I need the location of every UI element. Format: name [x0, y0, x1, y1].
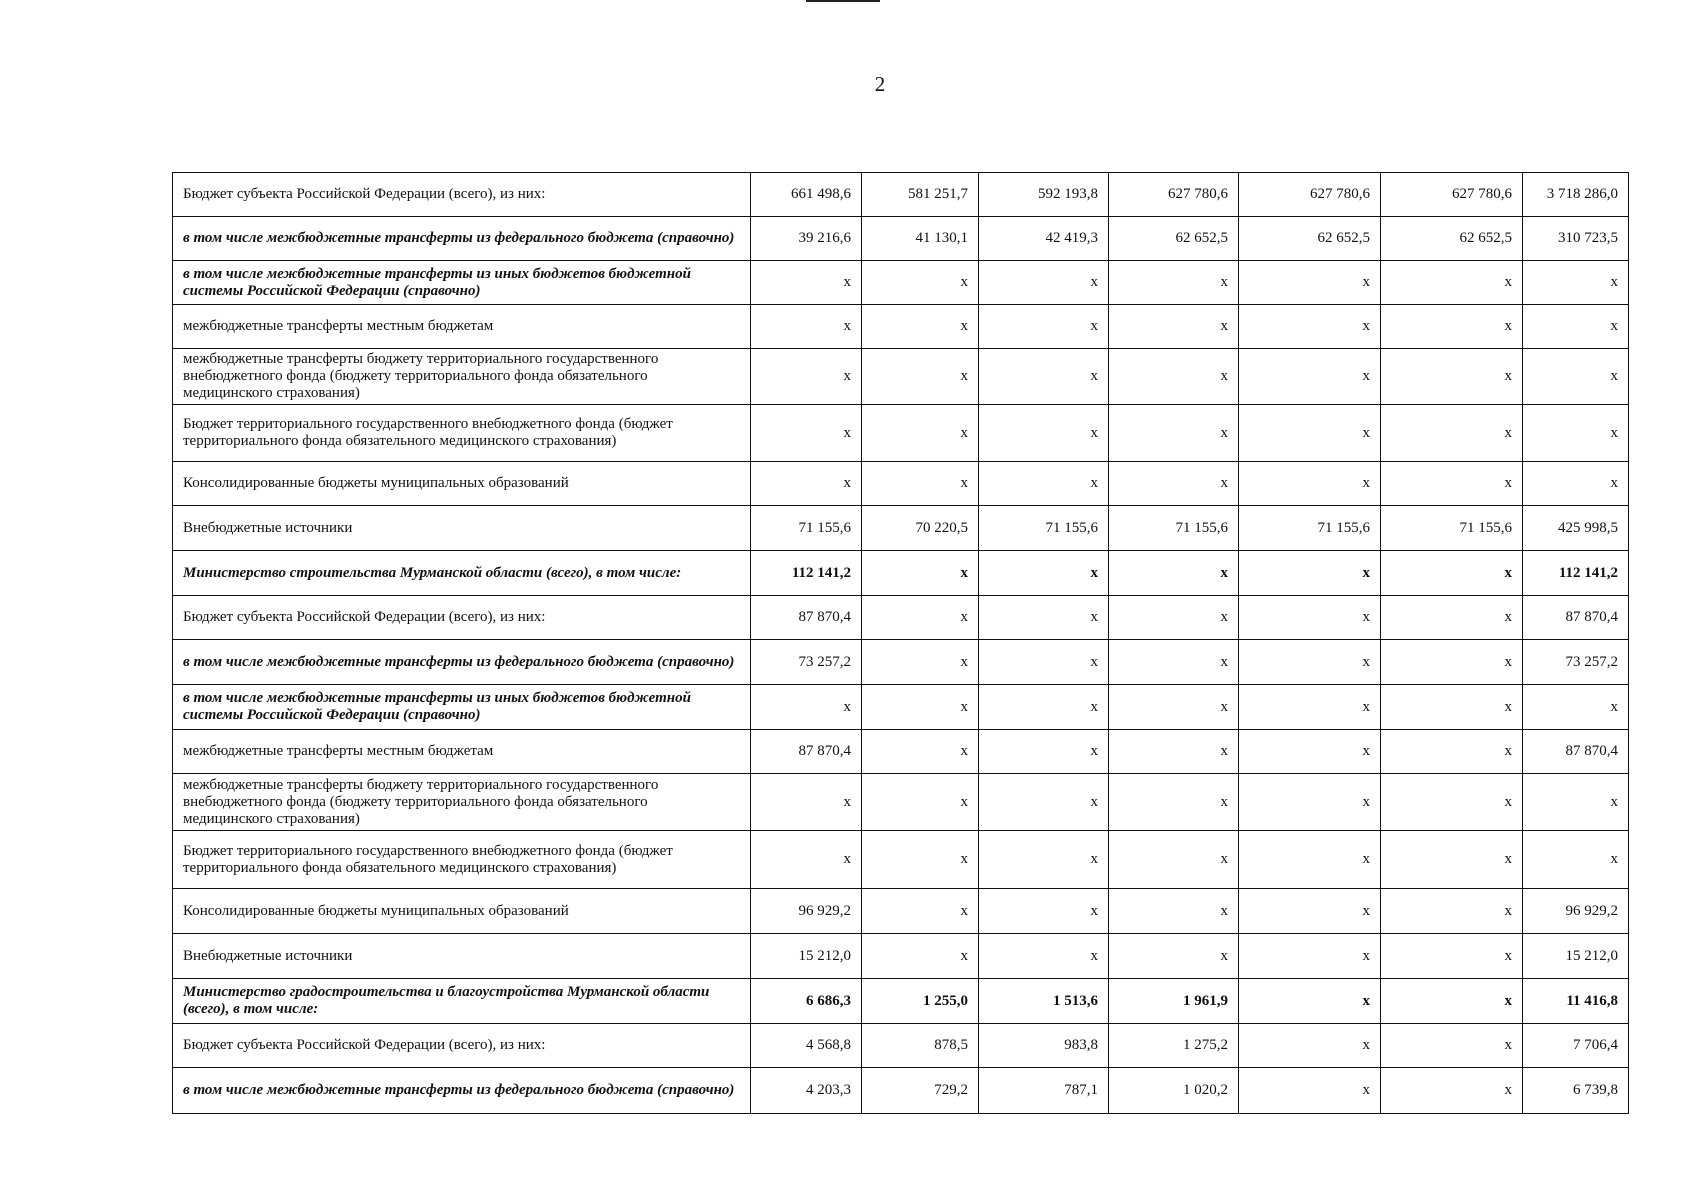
row-label: Бюджет субъекта Российской Федерации (всего), из них: [173, 1024, 751, 1068]
value-cell: 1 275,2 [1109, 1024, 1239, 1068]
value-cell: x [1381, 640, 1523, 685]
value-cell: x [979, 889, 1109, 934]
value-cell: 62 652,5 [1381, 217, 1523, 261]
table-row [173, 506, 1629, 551]
value-cell: x [862, 831, 979, 889]
value-cell: 6 686,3 [751, 979, 862, 1024]
value-cell: x [1109, 462, 1239, 506]
value-cell: x [1239, 774, 1381, 831]
value-cell: x [1109, 261, 1239, 305]
value-cell: x [1381, 596, 1523, 640]
value-cell: x [1381, 730, 1523, 774]
value-cell: 1 513,6 [979, 979, 1109, 1024]
value-cell: x [751, 685, 862, 730]
row-label: Консолидированные бюджеты муниципальных образований [173, 462, 751, 506]
value-cell: x [862, 596, 979, 640]
row-label: в том числе межбюджетные трансферты из иных бюджетов бюджетной системы Российской Федерации (справочно) [173, 261, 751, 305]
value-cell: x [1381, 934, 1523, 979]
value-cell: x [862, 349, 979, 405]
value-cell: x [1239, 831, 1381, 889]
value-cell: x [1381, 831, 1523, 889]
value-cell: x [751, 349, 862, 405]
value-cell: x [1239, 551, 1381, 596]
value-cell: x [862, 305, 979, 349]
value-cell: x [1109, 685, 1239, 730]
value-cell: x [1109, 596, 1239, 640]
value-cell: 71 155,6 [751, 506, 862, 551]
value-cell: x [1109, 730, 1239, 774]
budget-table [172, 172, 1629, 1114]
value-cell: x [979, 462, 1109, 506]
value-cell: x [1239, 261, 1381, 305]
row-label: Бюджет территориального государственного внебюджетного фонда (бюджет территориального фонда обязательного медицинского страхования) [173, 831, 751, 889]
row-label: в том числе межбюджетные трансферты из федерального бюджета (справочно) [173, 640, 751, 685]
table-row [173, 979, 1629, 1024]
table-row [173, 1024, 1629, 1068]
value-cell: x [979, 261, 1109, 305]
value-cell: x [1381, 405, 1523, 462]
value-cell: x [1109, 305, 1239, 349]
value-cell: 15 212,0 [751, 934, 862, 979]
value-cell: 1 255,0 [862, 979, 979, 1024]
value-cell: x [979, 596, 1109, 640]
value-cell: x [862, 685, 979, 730]
row-label: межбюджетные трансферты местным бюджетам [173, 305, 751, 349]
value-cell: 71 155,6 [1109, 506, 1239, 551]
row-label: межбюджетные трансферты бюджету территориального государственного внебюджетного фонда (бюджету территориального фонда обязательного медицинского страхования) [173, 774, 751, 831]
value-cell: x [862, 889, 979, 934]
row-label: Бюджет территориального государственного внебюджетного фонда (бюджет территориального фонда обязательного медицинского страхования) [173, 405, 751, 462]
value-cell: x [862, 730, 979, 774]
value-cell: x [1381, 889, 1523, 934]
value-cell: 112 141,2 [751, 551, 862, 596]
table-row [173, 551, 1629, 596]
value-cell: x [979, 405, 1109, 462]
value-cell: x [1239, 934, 1381, 979]
value-cell: 581 251,7 [862, 173, 979, 217]
value-cell: x [1239, 640, 1381, 685]
value-cell: x [751, 261, 862, 305]
value-cell: x [1109, 551, 1239, 596]
value-cell: x [1523, 462, 1629, 506]
value-cell: x [1381, 305, 1523, 349]
value-cell: x [1523, 831, 1629, 889]
value-cell: x [979, 685, 1109, 730]
value-cell: x [1239, 685, 1381, 730]
value-cell: 4 203,3 [751, 1068, 862, 1114]
value-cell: x [751, 831, 862, 889]
value-cell: x [1239, 979, 1381, 1024]
value-cell: 878,5 [862, 1024, 979, 1068]
value-cell: x [862, 640, 979, 685]
value-cell: x [1523, 405, 1629, 462]
value-cell: x [1381, 979, 1523, 1024]
value-cell: 73 257,2 [1523, 640, 1629, 685]
value-cell: x [1523, 774, 1629, 831]
value-cell: x [1381, 551, 1523, 596]
table-row [173, 934, 1629, 979]
value-cell: 983,8 [979, 1024, 1109, 1068]
row-label: Бюджет субъекта Российской Федерации (всего), из них: [173, 173, 751, 217]
value-cell: 6 739,8 [1523, 1068, 1629, 1114]
row-label: Министерство строительства Мурманской области (всего), в том числе: [173, 551, 751, 596]
value-cell: 627 780,6 [1381, 173, 1523, 217]
table-row [173, 889, 1629, 934]
table-row [173, 640, 1629, 685]
value-cell: 11 416,8 [1523, 979, 1629, 1024]
table-row [173, 405, 1629, 462]
value-cell: x [979, 831, 1109, 889]
value-cell: x [862, 551, 979, 596]
value-cell: 3 718 286,0 [1523, 173, 1629, 217]
value-cell: x [1381, 774, 1523, 831]
value-cell: x [1239, 305, 1381, 349]
value-cell: x [1239, 730, 1381, 774]
value-cell: x [862, 934, 979, 979]
value-cell: 787,1 [979, 1068, 1109, 1114]
value-cell: x [1239, 596, 1381, 640]
value-cell: 661 498,6 [751, 173, 862, 217]
value-cell: x [1109, 640, 1239, 685]
value-cell: x [751, 305, 862, 349]
value-cell: x [862, 774, 979, 831]
table-row [173, 217, 1629, 261]
value-cell: 41 130,1 [862, 217, 979, 261]
value-cell: x [979, 774, 1109, 831]
value-cell: 42 419,3 [979, 217, 1109, 261]
value-cell: 425 998,5 [1523, 506, 1629, 551]
value-cell: x [862, 261, 979, 305]
table-row [173, 774, 1629, 831]
value-cell: x [979, 349, 1109, 405]
value-cell: x [1109, 349, 1239, 405]
value-cell: x [1109, 774, 1239, 831]
value-cell: x [979, 730, 1109, 774]
value-cell: x [862, 462, 979, 506]
value-cell: 87 870,4 [751, 596, 862, 640]
value-cell: x [1109, 831, 1239, 889]
value-cell: x [751, 405, 862, 462]
value-cell: 39 216,6 [751, 217, 862, 261]
table-row [173, 685, 1629, 730]
value-cell: x [1381, 349, 1523, 405]
value-cell: 627 780,6 [1109, 173, 1239, 217]
table-row [173, 305, 1629, 349]
value-cell: x [1523, 349, 1629, 405]
value-cell: 70 220,5 [862, 506, 979, 551]
value-cell: 62 652,5 [1109, 217, 1239, 261]
value-cell: x [1381, 462, 1523, 506]
value-cell: x [1381, 1068, 1523, 1114]
value-cell: x [1239, 462, 1381, 506]
value-cell: x [1239, 1068, 1381, 1114]
value-cell: 87 870,4 [1523, 730, 1629, 774]
value-cell: x [1109, 889, 1239, 934]
value-cell: x [979, 934, 1109, 979]
row-label: Консолидированные бюджеты муниципальных образований [173, 889, 751, 934]
row-label: в том числе межбюджетные трансферты из федерального бюджета (справочно) [173, 1068, 751, 1114]
table-row [173, 831, 1629, 889]
value-cell: x [979, 640, 1109, 685]
value-cell: 729,2 [862, 1068, 979, 1114]
table-row [173, 173, 1629, 217]
value-cell: 7 706,4 [1523, 1024, 1629, 1068]
value-cell: x [1109, 405, 1239, 462]
value-cell: 310 723,5 [1523, 217, 1629, 261]
value-cell: 4 568,8 [751, 1024, 862, 1068]
table-row [173, 1068, 1629, 1114]
top-mark [806, 0, 880, 2]
value-cell: 71 155,6 [1239, 506, 1381, 551]
row-label: Бюджет субъекта Российской Федерации (всего), из них: [173, 596, 751, 640]
value-cell: 1 020,2 [1109, 1068, 1239, 1114]
value-cell: 71 155,6 [979, 506, 1109, 551]
value-cell: x [1523, 261, 1629, 305]
table-row [173, 261, 1629, 305]
value-cell: x [1381, 261, 1523, 305]
value-cell: 112 141,2 [1523, 551, 1629, 596]
row-label: Внебюджетные источники [173, 506, 751, 551]
value-cell: 62 652,5 [1239, 217, 1381, 261]
value-cell: x [1239, 1024, 1381, 1068]
value-cell: 1 961,9 [1109, 979, 1239, 1024]
value-cell: x [1381, 685, 1523, 730]
value-cell: 87 870,4 [1523, 596, 1629, 640]
value-cell: 627 780,6 [1239, 173, 1381, 217]
row-label: в том числе межбюджетные трансферты из федерального бюджета (справочно) [173, 217, 751, 261]
row-label: Министерство градостроительства и благоустройства Мурманской области (всего), в том числе: [173, 979, 751, 1024]
value-cell: 592 193,8 [979, 173, 1109, 217]
value-cell: 71 155,6 [1381, 506, 1523, 551]
value-cell: 96 929,2 [751, 889, 862, 934]
page-number: 2 [874, 72, 886, 96]
value-cell: x [1239, 349, 1381, 405]
value-cell: x [1239, 405, 1381, 462]
value-cell: 96 929,2 [1523, 889, 1629, 934]
value-cell: 87 870,4 [751, 730, 862, 774]
table-row [173, 730, 1629, 774]
row-label: межбюджетные трансферты бюджету территориального государственного внебюджетного фонда (бюджету территориального фонда обязательного медицинского страхования) [173, 349, 751, 405]
value-cell: x [1239, 889, 1381, 934]
value-cell: x [1109, 934, 1239, 979]
row-label: Внебюджетные источники [173, 934, 751, 979]
value-cell: x [751, 462, 862, 506]
value-cell: x [979, 305, 1109, 349]
value-cell: x [1523, 305, 1629, 349]
table-row [173, 596, 1629, 640]
table-row [173, 462, 1629, 506]
value-cell: x [751, 774, 862, 831]
value-cell: x [1381, 1024, 1523, 1068]
value-cell: x [1523, 685, 1629, 730]
row-label: в том числе межбюджетные трансферты из иных бюджетов бюджетной системы Российской Федерации (справочно) [173, 685, 751, 730]
row-label: межбюджетные трансферты местным бюджетам [173, 730, 751, 774]
value-cell: x [979, 551, 1109, 596]
value-cell: 15 212,0 [1523, 934, 1629, 979]
value-cell: 73 257,2 [751, 640, 862, 685]
value-cell: x [862, 405, 979, 462]
table-row [173, 349, 1629, 405]
